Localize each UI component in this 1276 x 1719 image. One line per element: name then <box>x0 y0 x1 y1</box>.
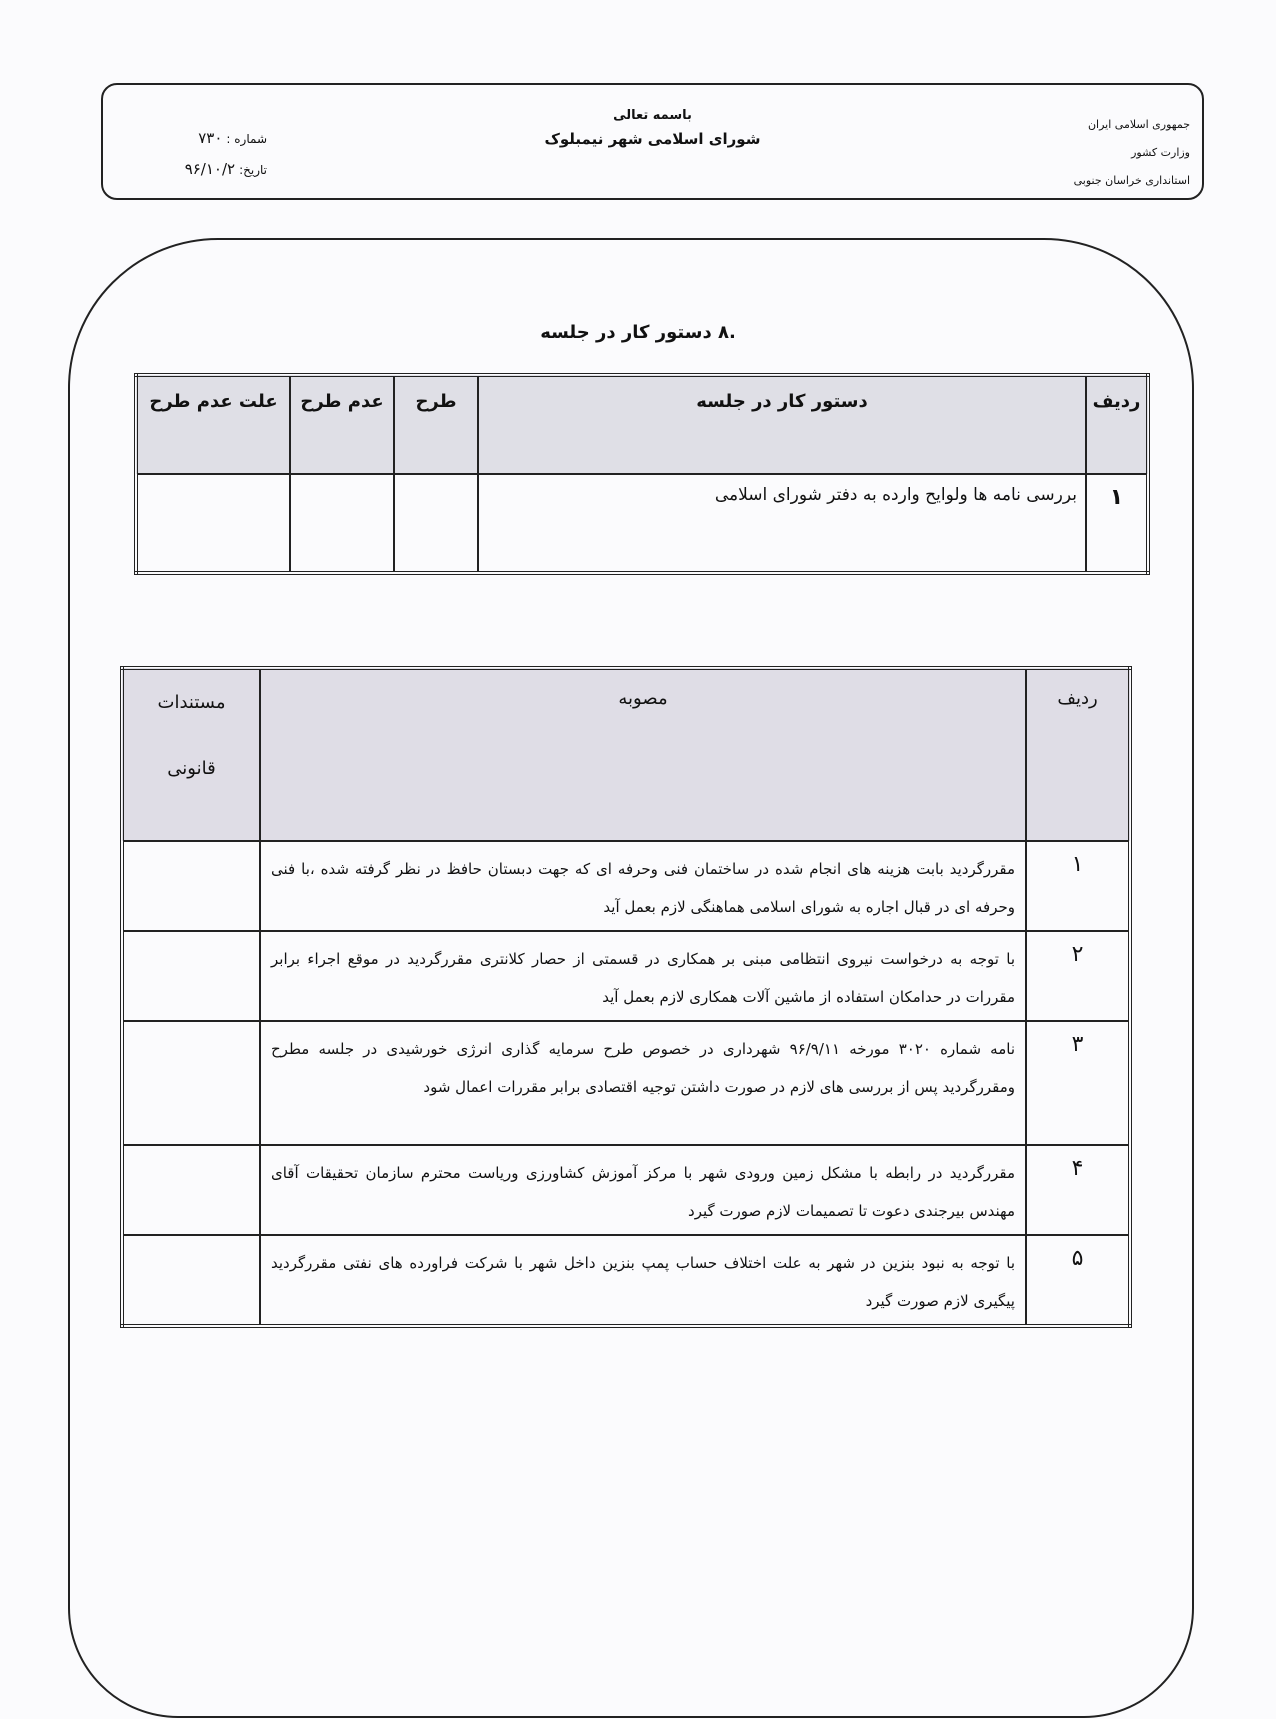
docs-line-2: قانونی <box>167 758 216 779</box>
number-value: ۷۳۰ <box>198 129 223 147</box>
agenda-row-proposed <box>394 474 478 573</box>
decision-text: مقررگردید بابت هزینه های انجام شده در ساختمان فنی وحرفه ای که جهت دبستان حافظ در نظر گرفته شده ،با فنی وحرفه ای در قبال اجاره به شورای اسلامی هماهنگی لازم بعمل آید <box>260 841 1026 931</box>
reference-block <box>117 123 267 185</box>
council-name: شورای اسلامی شهر نیمبلوک <box>544 130 761 148</box>
agenda-header-not-proposed: عدم طرح <box>290 375 394 474</box>
decisions-header-row-num: ردیف <box>1026 668 1130 841</box>
table-row <box>122 1235 1130 1326</box>
decision-number: ۲ <box>1026 931 1130 1021</box>
decision-number: ۳ <box>1026 1021 1130 1145</box>
bismillah: باسمه تعالی <box>613 108 692 123</box>
letterhead <box>101 83 1204 200</box>
table-row <box>122 1145 1130 1235</box>
decision-text: مقررگردید در رابطه با مشکل زمین ورودی شهر با مرکز آموزش کشاورزی وریاست محترم سازمان تحقیقات آقای مهندس بیرجندی دعوت تا تصمیمات لازم صورت گیرد <box>260 1145 1026 1235</box>
agenda-table <box>134 373 1150 575</box>
decisions-header-resolution: مصوبه <box>260 668 1026 841</box>
decision-number: ۴ <box>1026 1145 1130 1235</box>
table-row <box>122 841 1130 931</box>
agenda-header-row <box>136 375 1148 474</box>
org-line-3: استانداری خراسان جنوبی <box>1073 174 1190 187</box>
decision-docs <box>122 931 260 1021</box>
number-line <box>117 123 267 154</box>
decision-docs <box>122 1145 260 1235</box>
docs-line-1: مستندات <box>157 692 226 713</box>
decisions-header-docs <box>122 668 260 841</box>
number-label: شماره : <box>226 132 267 146</box>
decision-text: نامه شماره ۳۰۲۰ مورخه ۹۶/۹/۱۱ شهرداری در خصوص طرح سرمایه گذاری انرژی خورشیدی در جلسه مطرح ومقررگردید پس از بررسی های لازم در صورت داشتن توجیه اقتصادی برابر مقررات اعمال شود <box>260 1021 1026 1145</box>
date-value: ۹۶/۱۰/۲ <box>184 160 236 178</box>
agenda-row-number: ۱ <box>1086 474 1148 573</box>
section-title: .۸ دستور کار در جلسه <box>540 322 736 343</box>
agenda-header-reason: علت عدم طرح <box>136 375 290 474</box>
decisions-header-row <box>122 668 1130 841</box>
letterhead-title <box>103 105 1202 151</box>
decision-docs <box>122 1235 260 1326</box>
decision-number: ۱ <box>1026 841 1130 931</box>
org-line-2: وزارت کشور <box>1131 146 1190 159</box>
agenda-header-proposed: طرح <box>394 375 478 474</box>
table-row <box>122 1021 1130 1145</box>
table-row <box>122 931 1130 1021</box>
agenda-header-agenda: دستور کار در جلسه <box>478 375 1086 474</box>
decision-number: ۵ <box>1026 1235 1130 1326</box>
agenda-row-not-proposed <box>290 474 394 573</box>
decisions-table <box>120 666 1132 1328</box>
agenda-row-reason <box>136 474 290 573</box>
decision-text: با توجه به درخواست نیروی انتظامی مبنی بر همکاری در قسمتی از حصار کلانتری مقررگردید در موقع اجراء برابر مقررات در حدامکان استفاده از ماشین آلات همکاری لازم بعمل آید <box>260 931 1026 1021</box>
decision-docs <box>122 1021 260 1145</box>
decision-text: با توجه به نبود بنزین در شهر به علت اختلاف حساب پمپ بنزین داخل شهر با شرکت فراورده های نفتی مقررگردید پیگیری لازم صورت گیرد <box>260 1235 1026 1326</box>
table-row <box>136 474 1148 573</box>
org-line-1: جمهوری اسلامی ایران <box>1087 118 1190 131</box>
agenda-row-text: بررسی نامه ها ولوایح وارده به دفتر شورای اسلامی <box>478 474 1086 573</box>
date-label: تاریخ: <box>239 163 267 177</box>
decision-docs <box>122 841 260 931</box>
agenda-header-row-num: ردیف <box>1086 375 1148 474</box>
date-line <box>117 154 267 185</box>
